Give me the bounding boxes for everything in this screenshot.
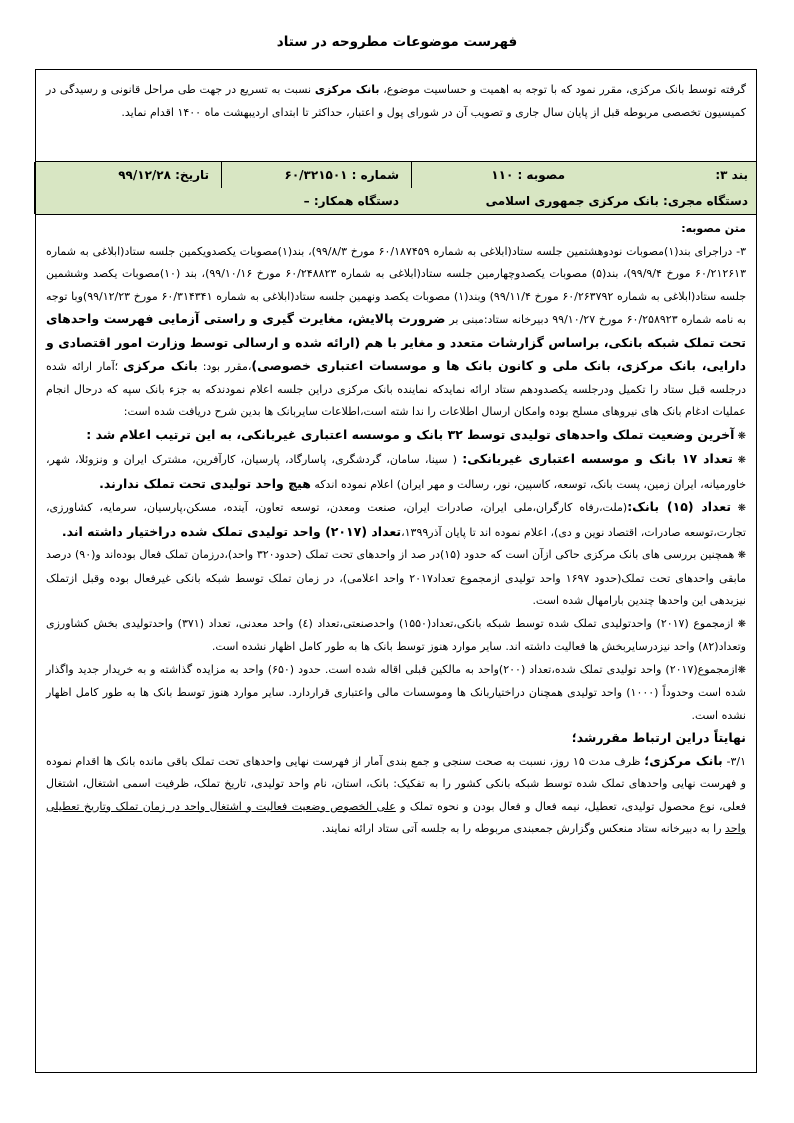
resolution-frame (35, 69, 757, 1073)
partner-cell (34, 188, 411, 214)
clause-cell (601, 162, 756, 188)
paragraph-background (46, 241, 746, 424)
intro-paragraph (36, 70, 756, 162)
resolution-body (36, 214, 756, 1072)
body-heading: متن مصوبه: (681, 222, 746, 235)
p1-end: ؛آمار ارائه شده درجلسه قبل ستاد را تکمیل ودرجلسه یکصدودهم ستاد ارائه نمایدکه نماینده بانک مرکزی دراین جلسه اعلام نمودندکه به جزء بانک سپه که درحال انجام عملیات ادغام بانک های نیروهای مسلح بوده وامکان ارسال اطلاعات را ندا شته است،اطلاعات سایربانک ها بدین شرح دریافت شده است: (46, 360, 746, 418)
intro-bold: بانک مرکزی (314, 83, 380, 96)
p1-bold: ضرورت پالایش، مغایرت گیری و راستی آزمایی فهرست واحدهای تحت تملک شبکه بانکی، براساس گزارشات متعدد و مغایر با هم (ارائه شده و ارسالی توسط وزارت امور اقتصادی و دارایی، بانک مرکزی، بانک ملی و کانون بانک ها و موسسات اعتباری خصوصی) (46, 311, 747, 373)
executor-agency: دستگاه مجری: بانک مرکزی جمهوری اسلامی (485, 194, 748, 208)
s2-bold-2: هیچ واحد تولیدی تحت تملک ندارند (103, 475, 311, 491)
f1-text: ظرف مدت ۱۵ روز، نسبت به صحت سنجی و جمع بندی آمار از فهرست نهایی واحدهای تحت تملک باقی مانده بانک ها اقدام نموده و فهرست نهایی واحدهای تملک شده توسط شبکه بانکی کشور را به تفکیک: بانک، استان، نام واحد تولیدی، تاریخ تملک، ظرفیت اسمی اشتغال، اشتغال فعلی، نوع محصول تولیدی، تعطیل، نیمه فعال و فعال بودن و نحوه تملک و (46, 754, 746, 813)
resolution-date: تاریخ: ۹۹/۱۲/۲۸ (118, 168, 209, 182)
resolution-cell (411, 162, 601, 188)
s3-bold-2: تعداد (۲۰۱۷) واحد تولیدی تملک شده دراختیار داشته اند. (61, 523, 402, 539)
decision-3-1 (46, 750, 746, 841)
s1-text: آخرین وضعیت تملک واحدهای تولیدی توسط ۳۲ بانک و موسسه اعتباری غیربانکی، به این ترتیب اعلام شد : (86, 426, 735, 442)
s3-bold: تعداد (۱۵) بانک: (627, 499, 732, 514)
intro-text-after: نسبت به تسریع در جهت طی مراحل قانونی و رسیدگی در کمیسیون تخصصی مربوطه قبل از پایان سال جاری و تصویب آن در شورای پول و اعتبار، حداکثر تا ابتدای اردیبهشت ماه ۱۴۰۰ اقدام نماید. (46, 83, 746, 119)
f1-underlined: علی الخصوص وضعیت فعالیت و اشتغال واحد در زمان تملک وتاریخ تعطیلی واحد (46, 799, 746, 835)
s2-bold: تعداد ۱۷ بانک و موسسه اعتباری غیربانکی: (462, 451, 733, 466)
header-row-2 (36, 188, 756, 215)
page-title: فهرست موضوعات مطروحه در ستاد (276, 34, 518, 50)
bullet-15-banks (46, 496, 746, 544)
bullet-sectors (46, 613, 746, 659)
p1-bold-2: بانک مرکزی (123, 358, 198, 373)
f1-end: را به دبیرخانه ستاد منعکس وگزارش جمعبندی مربوطه را به جلسه آتی ستاد ارائه نمایند. (321, 822, 726, 835)
bullet-review (46, 544, 746, 613)
bullet-icon: ❋ (734, 550, 746, 561)
bullet-icon: ❋ (731, 503, 747, 514)
p1-mid: ،مقرر بود: (197, 360, 252, 373)
bullet-latest-status (46, 424, 746, 449)
number-cell (221, 162, 411, 188)
executor-cell (411, 188, 756, 214)
s5-text: ازمجموع (۲۰۱۷) واحدتولیدی تملک شده توسط شبکه بانکی،تعداد(۱۵۵۰) واحدصنعتی،تعداد (٤) واحد معدنی، تعداد (۳۷۱) واحدتولیدی بخش کشاورزی وتعداد(۸۲) واحد نیزدرسایربخش ها فعالیت داشته اند. سایر موارد هنوز توسط بانک ها به طور کامل اظهار نشده است. (46, 616, 746, 653)
bullet-icon: ❋ (732, 455, 746, 466)
bullet-icon: ❋ (737, 664, 747, 676)
bullet-disposition (46, 659, 746, 728)
s4-text: همچنین بررسی های بانک مرکزی حاکی ازآن است که حدود (۱۵)در صد از واحدهای تحت تملک (حدود۳۲۰ واحد)،درزمان تملک فعال بوده‌اند و(۹۰) درصد مابقی واحدهای تحت تملک(حدود ۱۶۹۷ واحد تولیدی ازمجموع تعداد۲۰۱۷ واحد اعلامی)، در زمان تملک توسط شبکه بانکی غیرفعال بوده وقبل ازتملک نیزبدهی این واحدها چندین بارامهال شده است. (46, 548, 746, 607)
date-cell (34, 162, 221, 188)
bullet-icon: ❋ (734, 430, 746, 442)
letter-number: شماره : ۶۰/۳۲۱۵۰۱ (284, 168, 399, 182)
f1-bold: بانک مرکزی؛ (644, 752, 723, 768)
f1-prefix: ۳/۱- (722, 754, 747, 768)
s6-text: ازمجموع(۲۰۱۷) واحد تولیدی تملک شده،تعداد (۲۰۰)واحد به مالکین قبلی اقاله شده است. حدود (۶۵۰) واحد به مزایده گذاشته و به خریدار جدید واگذار شده است وحدوداً (۱۰۰۰) واحد تولیدی همچنان دراختیاربانک ها وموسسات مالی واعتباری قراردارد. سایر موارد هنوز توسط بانک ها به طور کامل اظهار نشده است. (46, 662, 746, 722)
bullet-17-banks: ❋ تعداد ۱۷ بانک و موسسه اعتباری غیربانکی: ( سینا، سامان، گردشگری، پاسارگاد، پارسیان، کارآفرین، مشترک ایران و ونزوئلا، شهر، خاورمیانه، ایران زمین، پست بانک، توسعه، کاسپین، نور، رسالت و مهر ایران) اعلام نموده اندکه هیچ واحد تولیدی تحت تملک ندارند. (46, 451, 746, 491)
p1-text: ۳- دراجرای بند(۱)مصوبات نودوهشتمین جلسه ستاد(ابلاغی به شماره ۶۰/۱۸۷۴۵۹ مورخ ۹۹/۸/۳)، بند(۱)مصوبات یکصدویکمین جلسه ستاد(ابلاغی به شماره ۶۰/۲۱۲۶۱۳ مورخ ۹۹/۹/۴)، بند(۵) مصوبات یکصدوچهارمین جلسه ستاد(ابلاغی به شماره ۶۰/۲۴۸۸۲۳ مورخ ۹۹/۱۰/۱۶)، بند (۱۰)مصوبات یکصد وششمین جلسه ستاد(ابلاغی به شماره ۶۰/۲۶۳۷۹۲ مورخ ۹۹/۱۱/۴) وبند(۱) مصوبات یکصد ونهمین جلسه ستاد(ابلاغی به شماره ۶۰/۳۱۴۳۴۱ مورخ ۹۹/۱۲/۲۳)وبا توجه به نامه شماره ۶۰/۲۵۸۹۲۳ مورخ ۹۹/۱۰/۲۷ دبیرخانه ستاد:مبنی بر (46, 244, 747, 326)
s2-text: ( سینا، سامان، گردشگری، پاسارگاد، پارسیان، کارآفرین، مشترک ایران و ونزوئلا، شهر، خاورمیانه، ایران زمین، پست بانک، توسعه، کاسپین، نور، رسالت و مهر ایران) اعلام نموده اندکه (46, 453, 746, 491)
intro-text-before: گرفته توسط بانک مرکزی، مقرر نمود که با توجه به اهمیت و حساسیت موضوع، (379, 83, 746, 96)
resolution-number: مصوبه : ۱۱۰ (491, 168, 565, 182)
partner-agency: دستگاه همکار: – (303, 194, 399, 208)
header-row-1 (36, 162, 756, 189)
s3-text: (ملت،رفاه کارگران،ملی ایران، صادرات ایران، صنعت ومعدن، توسعه تعاون، آینده، مسکن،پارسیان، سرمایه، کشاورزی، تجارت،توسعه صادرات، اقتصاد نوین و دی)، اعلام نموده اند تا پایان آذر۱۳۹۹، (46, 501, 746, 539)
bullet-icon: ❋ (733, 618, 746, 630)
final-heading: نهایتاً دراین ارتباط مقررشد؛ (571, 730, 746, 745)
clause-label: بند ۳: (715, 168, 748, 182)
